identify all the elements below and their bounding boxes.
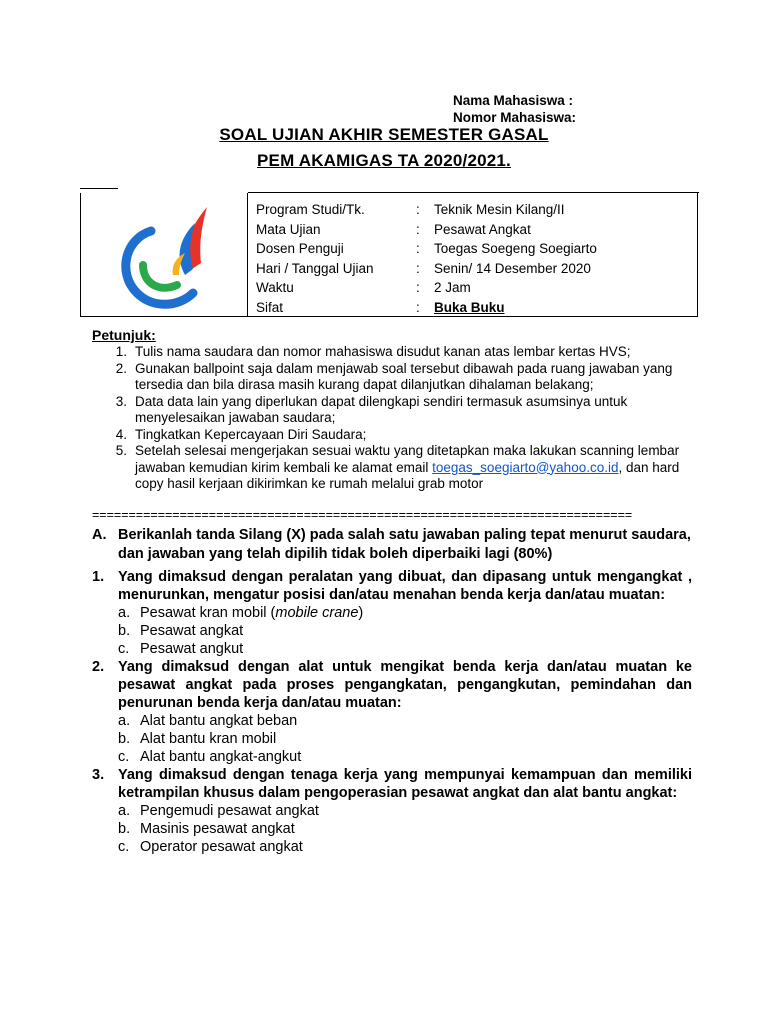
question-text <box>92 568 692 604</box>
answer-option <box>92 604 692 622</box>
section-a-text: Berikanlah tanda Silang (X) pada salah satu jawaban paling tepat menurut saudara, dan jawaban yang telah dipilih tidak boleh diperbaiki lagi (80%) <box>118 527 691 562</box>
info-key: Hari / Tanggal Ujian <box>256 260 374 276</box>
answer-option <box>92 820 692 838</box>
question-list <box>92 568 692 856</box>
instruction-item <box>92 394 692 427</box>
info-key: Program Studi/Tk. <box>256 202 365 217</box>
option-letter: a. <box>118 713 131 729</box>
option-letter: c. <box>118 749 130 765</box>
question-item <box>92 766 692 856</box>
instruction-number: 1. <box>115 344 127 359</box>
question-text <box>92 658 692 712</box>
question-number: 3. <box>92 767 105 783</box>
info-table-border <box>80 188 118 189</box>
answer-option <box>92 730 692 748</box>
student-identity-block <box>453 92 576 126</box>
instruction-text: Tingkatkan Kepercayaan Diri Saudara; <box>135 426 367 442</box>
instruction-number: 2. <box>115 360 127 376</box>
info-key: Sifat <box>256 299 284 315</box>
answer-option <box>92 748 692 766</box>
instruction-text: Tulis nama saudara dan nomor mahasiswa disudut kanan atas lembar kertas HVS; <box>135 344 631 359</box>
section-a-instruction <box>92 526 692 564</box>
info-value: Buka Buku <box>434 299 505 315</box>
info-row <box>256 239 597 259</box>
info-row <box>256 259 597 279</box>
info-colon: : <box>416 202 420 217</box>
question-item <box>92 658 692 766</box>
answer-option <box>92 802 692 820</box>
option-text: Alat bantu angkat-angkut <box>140 749 302 765</box>
info-value: Toegas Soegeng Soegiarto <box>434 241 597 256</box>
info-row <box>256 298 597 318</box>
instruction-text: Data data lain yang diperlukan dapat dilengkapi sendiri termasuk asumsinya untuk menyelesaikan jawaban saudara; <box>135 393 628 425</box>
info-value: Senin/ 14 Desember 2020 <box>434 260 591 276</box>
instruction-number: 5. <box>115 443 127 458</box>
exam-title-line-1: SOAL UJIAN AKHIR SEMESTER GASAL <box>219 125 549 144</box>
option-text: Masinis pesawat angkat <box>140 821 295 837</box>
instruction-number: 3. <box>115 393 127 409</box>
instruction-text: Gunakan ballpoint saja dalam menjawab soal tersebut dibawah pada ruang jawaban yang tersedia dan bila dirasa masih kurang dapat dilanjutkan dihalaman belakang; <box>135 360 673 392</box>
question-body: Yang dimaksud dengan alat untuk mengikat benda kerja dan/atau muatan ke pesawat angkat pada proses pengangkatan, pengangkutan, pemindahan dan penurunan benda kerja dan/atau muatan: <box>118 659 692 711</box>
student-number-label: Nomor Mahasiswa: <box>453 110 577 125</box>
option-text: Pesawat kran mobil (mobile crane) <box>140 605 364 621</box>
pem-akamigas-logo-icon <box>115 193 215 313</box>
answer-option <box>92 640 692 658</box>
info-row <box>256 278 597 298</box>
option-letter: c. <box>118 641 130 657</box>
exam-info-list <box>256 200 597 317</box>
info-key: Waktu <box>256 280 294 295</box>
option-letter: c. <box>118 839 130 855</box>
question-text <box>92 766 692 802</box>
question-number: 1. <box>92 569 105 585</box>
answer-option <box>92 622 692 640</box>
info-value: Teknik Mesin Kilang/II <box>434 202 565 217</box>
option-text: Pesawat angkut <box>140 641 244 657</box>
option-letter: b. <box>118 623 131 639</box>
info-colon: : <box>416 241 420 256</box>
info-row <box>256 220 597 240</box>
question-item <box>92 568 692 658</box>
info-colon: : <box>416 280 420 295</box>
instructions-heading: Petunjuk: <box>92 327 156 343</box>
option-italic: mobile crane <box>275 605 359 621</box>
answer-option <box>92 712 692 730</box>
option-letter: a. <box>118 605 131 621</box>
answer-option <box>92 838 692 856</box>
question-number: 2. <box>92 659 105 675</box>
option-text: Alat bantu kran mobil <box>140 731 277 747</box>
instruction-number: 4. <box>115 426 127 442</box>
exam-title-line-2: PEM AKAMIGAS TA 2020/2021. <box>257 151 511 170</box>
section-letter: A. <box>92 527 107 543</box>
separator-line: ========================================================================== <box>92 508 633 522</box>
info-colon: : <box>416 299 420 315</box>
question-body: Yang dimaksud dengan peralatan yang dibuat, dan dipasang untuk mengangkat , menurunkan, mengatur posisi dan/atau menahan benda kerja dan/atau muatan: <box>118 569 692 603</box>
info-colon: : <box>416 260 420 276</box>
info-row <box>256 200 597 220</box>
student-name-label: Nama Mahasiswa : <box>453 93 574 108</box>
email-link[interactable]: toegas_soegiarto@yahoo.co.id <box>432 459 619 475</box>
option-letter: b. <box>118 731 131 747</box>
instruction-item <box>92 344 692 361</box>
instruction-text: Setelah selesai mengerjakan sesuai waktu yang ditetapkan maka lakukan scanning lembar jawaban kemudian kirim kembali ke alamat email toegas_soegiarto@yahoo.co.id, dan hard copy hasil kerjaan dikirimkan ke rumah melalui grab motor <box>135 443 680 491</box>
option-letter: a. <box>118 803 131 819</box>
info-colon: : <box>416 221 420 237</box>
info-key: Dosen Penguji <box>256 241 344 256</box>
info-key: Mata Ujian <box>256 221 321 237</box>
option-text: Pesawat angkat <box>140 623 244 639</box>
info-value: Pesawat Angkat <box>434 221 531 237</box>
info-table-divider <box>247 193 248 317</box>
option-letter: b. <box>118 821 131 837</box>
instruction-item <box>92 427 692 444</box>
instruction-item <box>92 361 692 394</box>
instructions-list <box>92 344 692 493</box>
instruction-item <box>92 443 692 493</box>
question-body: Yang dimaksud dengan tenaga kerja yang mempunyai kemampuan dan memiliki ketrampilan khusus dalam pengoperasian pesawat angkat dan alat bantu angkat: <box>118 767 692 801</box>
option-text: Pengemudi pesawat angkat <box>140 803 319 819</box>
option-text: Alat bantu angkat beban <box>140 713 298 729</box>
option-text: Operator pesawat angkat <box>140 839 303 855</box>
info-value: 2 Jam <box>434 280 471 295</box>
